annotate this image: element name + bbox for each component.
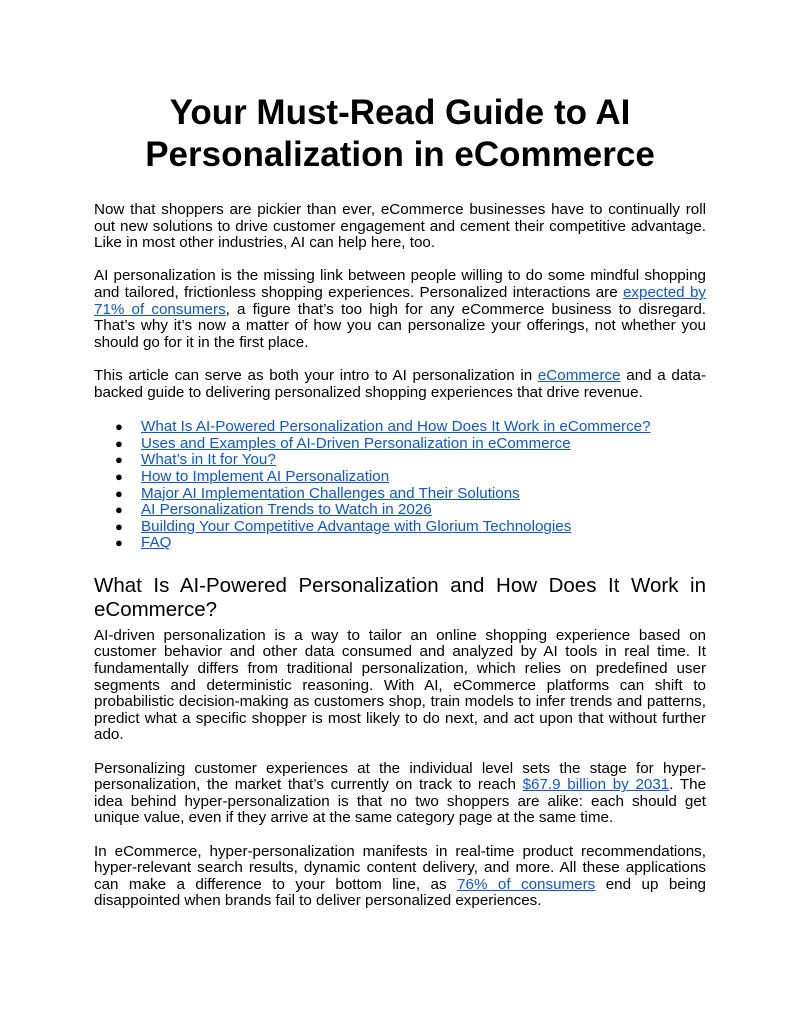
section-paragraph-1: AI-driven personalization is a way to tailor an online shopping experience based on customer behavior and other data consumed and analyzed by AI tools in real time. It fundamentally differs from traditional personalization, which relies on predefined user segments and deterministic reasoning. With AI, eCommerce platforms can shift to probabilistic decision-making as customers shop, train models to infer trends and patterns, predict what a specific shopper is most likely to do next, and act upon that without further ado. xyxy=(94,626,706,744)
toc-item xyxy=(94,436,706,453)
toc-link[interactable]: Uses and Examples of AI-Driven Personalization in eCommerce xyxy=(141,434,571,452)
section-paragraph-3 xyxy=(94,844,706,910)
bullet-icon: ● xyxy=(115,452,123,468)
text-run: and a data-backed guide to delivering personalized shopping experiences that drive revenue. xyxy=(94,366,707,401)
text-run: This article can serve as both your intro to AI personalization in xyxy=(94,366,538,384)
bullet-icon: ● xyxy=(115,485,123,501)
bullet-icon: ● xyxy=(115,502,123,518)
text-run: AI personalization is the missing link between people willing to do some mindful shopping and tailored, frictionless shopping experiences. Personalized interactions are xyxy=(94,267,706,301)
intro-paragraph-2 xyxy=(94,268,706,351)
toc-link[interactable]: How to Implement AI Personalization xyxy=(141,467,390,485)
section-heading: What Is AI-Powered Personalization and How Does It Work in eCommerce? xyxy=(94,573,706,621)
market-size-link[interactable]: $67.9 billion by 2031 xyxy=(522,776,670,794)
toc-item xyxy=(94,519,706,536)
bullet-icon: ● xyxy=(115,419,123,435)
consumers-expectation-link[interactable]: expected by 71% of consumers xyxy=(94,283,707,318)
bullet-icon: ● xyxy=(115,435,123,451)
text-run: end up being disappointed when brands fail to deliver personalized experiences. xyxy=(94,875,707,910)
toc-link[interactable]: What Is AI-Powered Personalization and How Does It Work in eCommerce? xyxy=(141,418,651,436)
toc-item xyxy=(94,535,706,552)
intro-paragraph-3 xyxy=(94,368,706,401)
toc-link[interactable]: Major AI Implementation Challenges and Their Solutions xyxy=(141,484,520,502)
toc-item xyxy=(94,419,706,436)
consumers-disappointed-link[interactable]: 76% of consumers xyxy=(457,875,596,893)
bullet-icon: ● xyxy=(115,468,123,484)
ecommerce-link[interactable]: eCommerce xyxy=(537,366,621,384)
toc-link[interactable]: Building Your Competitive Advantage with Glorium Technologies xyxy=(141,517,572,535)
intro-paragraph-1: Now that shoppers are pickier than ever, eCommerce businesses have to continually roll out new solutions to drive customer engagement and cement their competitive advantage. Like in most other industries, AI can help here, too. xyxy=(94,201,706,252)
toc-item xyxy=(94,486,706,503)
document-page xyxy=(94,92,706,910)
text-run: , a figure that’s too high for any eCommerce business to disregard. That’s why it’s now a matter of how you can personalize your offerings, not whether you should go for it in the first place. xyxy=(94,300,706,351)
toc-item xyxy=(94,502,706,519)
text-run: Personalizing customer experiences at the individual level sets the stage for hyper-personalization, the market that’s currently on track to reach xyxy=(94,759,706,794)
section-paragraph-2 xyxy=(94,761,706,827)
toc-item xyxy=(94,469,706,486)
bullet-icon: ● xyxy=(115,518,123,534)
table-of-contents xyxy=(94,419,706,552)
document-title: Your Must-Read Guide to AI Personalization in eCommerce xyxy=(145,93,655,174)
toc-link[interactable]: AI Personalization Trends to Watch in 2026 xyxy=(141,501,432,519)
text-run: In eCommerce, hyper-personalization manifests in real-time product recommendations, hyper-relevant search results, dynamic content delivery, and more. All these applications can make a difference to your bottom line, as xyxy=(94,842,706,893)
toc-item xyxy=(94,452,706,469)
toc-link[interactable]: FAQ xyxy=(141,534,172,552)
bullet-icon: ● xyxy=(115,535,123,551)
toc-link[interactable]: What’s in It for You? xyxy=(141,451,276,469)
text-run: . The idea behind hyper-personalization is that no two shoppers are alike: each should get unique value, even if they arrive at the same category page at the same time. xyxy=(94,776,707,827)
